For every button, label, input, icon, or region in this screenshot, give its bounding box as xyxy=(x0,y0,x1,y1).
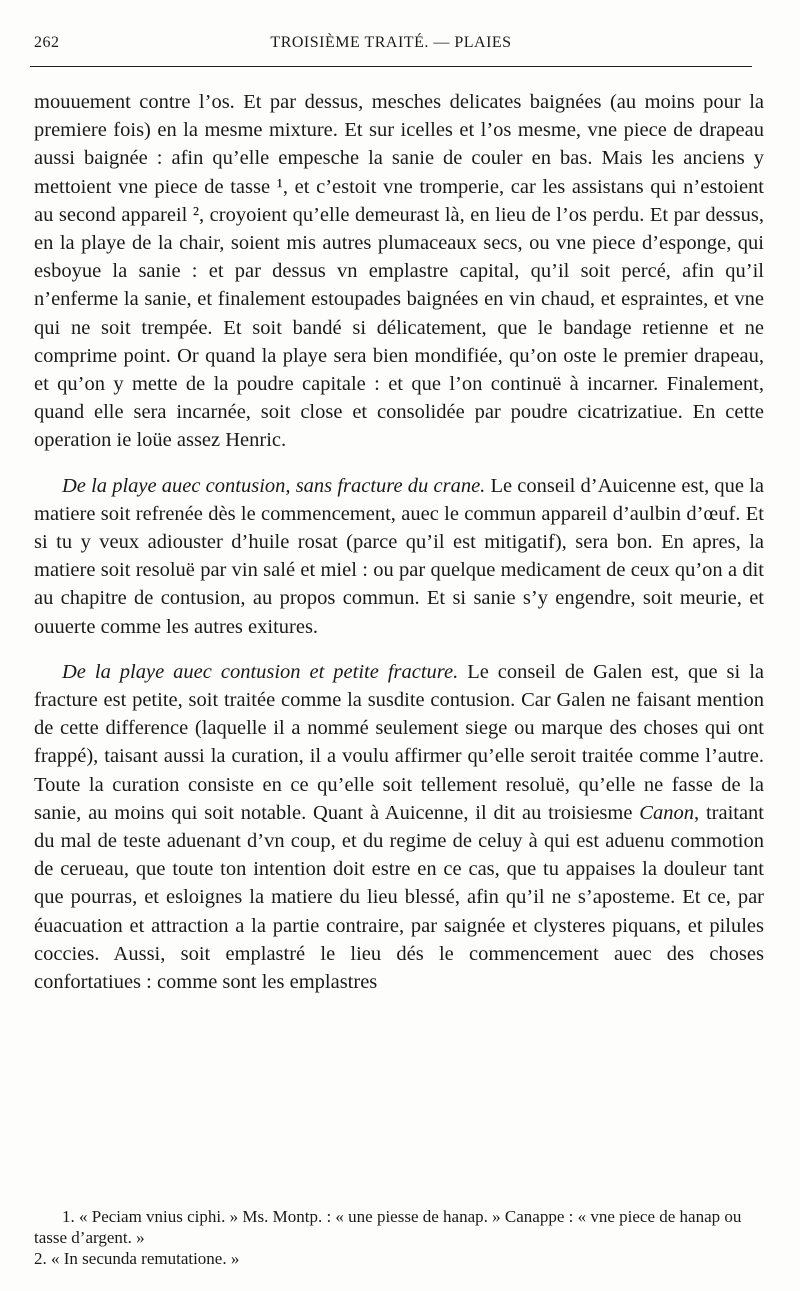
footnote-1: 1. « Peciam vnius ciphi. » Ms. Montp. : « une piesse de hanap. » Canappe : « vne piece de hanap ou tasse d’argent. » xyxy=(34,1207,742,1247)
paragraph-3-heading: De la playe auec contusion et petite fracture. xyxy=(62,660,459,683)
body-text xyxy=(34,88,764,1013)
page-number: 262 xyxy=(34,34,60,51)
paragraph-3 xyxy=(34,658,764,996)
footnote-2: 2. « In secunda remutatione. » xyxy=(34,1249,240,1268)
running-title: TROISIÈME TRAITÉ. — PLAIES xyxy=(270,34,512,51)
paragraph-2 xyxy=(34,472,764,641)
paragraph-1-text: mouuement contre l’os. Et par dessus, mesches delicates baignées (au moins pour la premiere fois) en la mesme mixture. Et sur icelles et l’os mesme, vne piece de drapeau aussi baignée : afin qu’elle empesche la sanie de couler en bas. Mais les anciens y mettoient vne piece de tasse ¹, et c’estoit vne tromperie, car les assistans qui n’estoient au second appareil ², croyoient qu’elle demeurast là, en lieu de l’os perdu. Et par dessus, en la playe de la chair, soient mis autres plumaceaux secs, ou vne piece d’esponge, qui esboyue la sanie : et par dessus vn emplastre capital, qu’il soit percé, afin qu’il n’enferme la sanie, et finalement estoupades baignées en vin chaud, et espraintes, et vne qui ne soit trempée. Et soit bandé si délicatement, que le bandage retienne et ne comprime point. Or quand la playe sera bien mondifiée, qu’on oste le premier drapeau, et qu’on y mette de la poudre capitale : et que l’on continuë à incarner. Finalement, quand elle sera incarnée, soit close et consolidée par poudre cicatrizatiue. En cette operation ie loüe assez Henric. xyxy=(34,91,764,452)
paragraph-3-text: Le conseil de Galen est, que si la fracture est petite, soit traitée comme la susdite contusion. Car Galen ne faisant mention de cette difference (laquelle il a nommé seulement siege ou marque des choses qui ont frappé), taisant aussi la curation, il a voulu affirmer qu’elle seroit traitée comme l’autre. Toute la curation consiste en ce qu’elle soit tellement resoluë, qu’elle ne fasse de la sanie, au moins qui soit notable. Quant à Auicenne, il dit au troisiesme xyxy=(34,660,764,824)
paragraph-1 xyxy=(34,88,764,455)
footnotes xyxy=(34,1206,764,1269)
paragraph-2-text: Le conseil d’Auicenne est, que la matiere soit refrenée dès le commencement, auec le commun appareil d’aulbin d’œuf. Et si tu y veux adiouster d’huile rosat (parce qu’il est mitigatif), sera bon. En apres, la matiere soit resoluë par vin salé et miel : ou par quelque medicament de ceux qu’on a dit au chapitre de contusion, au propos commun. Et si sanie s’y engendre, soit meurie, et ouuerte comme les autres exitures. xyxy=(34,474,764,638)
paragraph-3-text-after: , traitant du mal de teste aduenant d’vn coup, et du regime de celuy à qui est aduenu commotion de cerueau, que toute ton intention doit estre en ce cas, que tu appaises la douleur tant que pourras, et esloignes la matiere du lieu blessé, afin qu’il ne s’aposteme. Et ce, par éuacuation et attraction a la partie contraire, par saignée et clysteres piquans, et pilules coccies. Aussi, soit emplastré le lieu dés le commencement auec des choses confortatiues : comme sont les emplastres xyxy=(34,801,765,994)
page-header xyxy=(30,30,752,58)
header-rule xyxy=(30,66,752,67)
paragraph-2-heading: De la playe auec contusion, sans fracture du crane. xyxy=(62,474,486,497)
paragraph-3-italic-word: Canon xyxy=(639,801,694,824)
